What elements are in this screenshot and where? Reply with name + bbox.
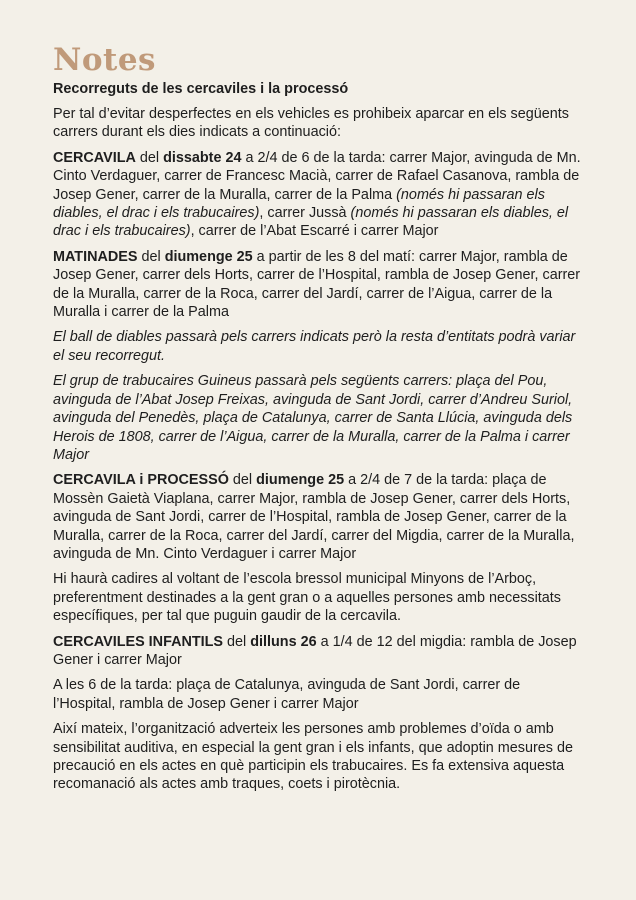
event-day: dilluns 26 <box>250 633 317 650</box>
event-label: CERCAVILA i PROCESSÓ <box>53 472 229 489</box>
event-label: CERCAVILA <box>53 149 136 166</box>
event-label: MATINADES <box>53 248 138 265</box>
route-text: a 2/4 de 7 de la tarda: plaça de Mossèn Gaietà Viaplana, carrer Major, rambla de Josep Gener, carrer dels Horts, avinguda de Sant Jordi, carrer de l’Hospital, rambla de Josep Gener, carrer de la Muralla, carrer de la Roca, carrer del Jardí, carrer del Migdia, carrer de la Muralla, avinguda de Mn. Cinto Verdaguer i carrer Major <box>53 472 575 562</box>
event-day: diumenge 25 <box>256 472 345 489</box>
route-note: (només hi passaran els diables, el drac i els trabucaires) <box>53 186 545 222</box>
route-text: a 2/4 de 6 de la tarda: carrer Major, avinguda de Mn. Cinto Verdaguer, carrer de Francesc Macià, carrer de Rafael Casanova, rambla de Josep Gener, carrer de la Muralla, carrer de la Palma <box>53 149 581 203</box>
route-text: a 1/4 de 12 del migdia: rambla de Josep Gener i carrer Major <box>53 633 577 668</box>
connector-text: del <box>228 472 257 489</box>
advertencia-paragraph: Així mateix, l’organització adverteix les persones amb problemes d’oïda o amb sensibilitat auditiva, en especial la gent gran i els infants, que adoptin mesures de precaució en els actes en què participin els trabucaires. Es fa extensiva aquesta recomanació als actes amb traques, coets i pirotècnia. <box>53 721 573 793</box>
route-text: a partir de les 8 del matí: carrer Major, rambla de Josep Gener, carrer dels Horts, carrer de l’Hospital, rambla de Josep Gener, carrer de la Muralla, carrer de la Roca, carrer del Jardí, carrer de l’Aigua, carrer de la Muralla i carrer de la Palma <box>53 248 581 321</box>
page-title: Notes <box>53 42 157 78</box>
cercavila-processo-paragraph <box>53 471 584 563</box>
section-subtitle: Recorreguts de les cercaviles i la processó <box>53 81 349 97</box>
route-note: (només hi passaran els diables, el drac i els trabucaires) <box>53 205 569 240</box>
cercavila-dissabte-paragraph <box>53 149 584 241</box>
event-day: dissabte 24 <box>163 149 242 166</box>
note-diables-paragraph: El ball de diables passarà pels carrers indicats però la resta d’entitats podrà variar el seu recorregut. <box>53 329 576 364</box>
cadires-paragraph: Hi haurà cadires al voltant de l’escola bressol municipal Minyons de l’Arboç, preferentment destinades a la gent gran o a aquelles persones amb necessitats específiques, per tal que puguin gaudir de la cercavila. <box>53 571 561 625</box>
intro-paragraph: Per tal d’evitar desperfectes en els vehicles es prohibeix aparcar en els següents carrers durant els dies indicats a continuació: <box>53 106 569 141</box>
event-day: diumenge 25 <box>164 248 253 265</box>
connector-text: del <box>137 248 165 265</box>
route-text: , carrer Jussà <box>259 205 351 222</box>
tarda-paragraph: A les 6 de la tarda: plaça de Catalunya, avinguda de Sant Jordi, carrer de l’Hospital, rambla de Josep Gener i carrer Major <box>53 677 521 712</box>
event-label: CERCAVILES INFANTILS <box>53 633 224 650</box>
route-text: , carrer de l’Abat Escarré i carrer Major <box>190 223 439 240</box>
cercaviles-infantils-paragraph <box>53 633 584 670</box>
connector-text: del <box>223 633 251 650</box>
matinades-paragraph <box>53 248 584 322</box>
note-trabucaires-paragraph: El grup de trabucaires Guineus passarà pels següents carrers: plaça del Pou, avinguda de l’Abat Josep Freixas, avinguda de Sant Jordi, carrer d’Andreu Suriol, avinguda del Penedès, plaça de Catalunya, carrer de Santa Llúcia, avinguda dels Herois de 1808, carrer de l’Aigua, carrer de la Muralla, carrer de la Palma i carrer Major <box>53 373 573 463</box>
connector-text: del <box>135 149 164 166</box>
